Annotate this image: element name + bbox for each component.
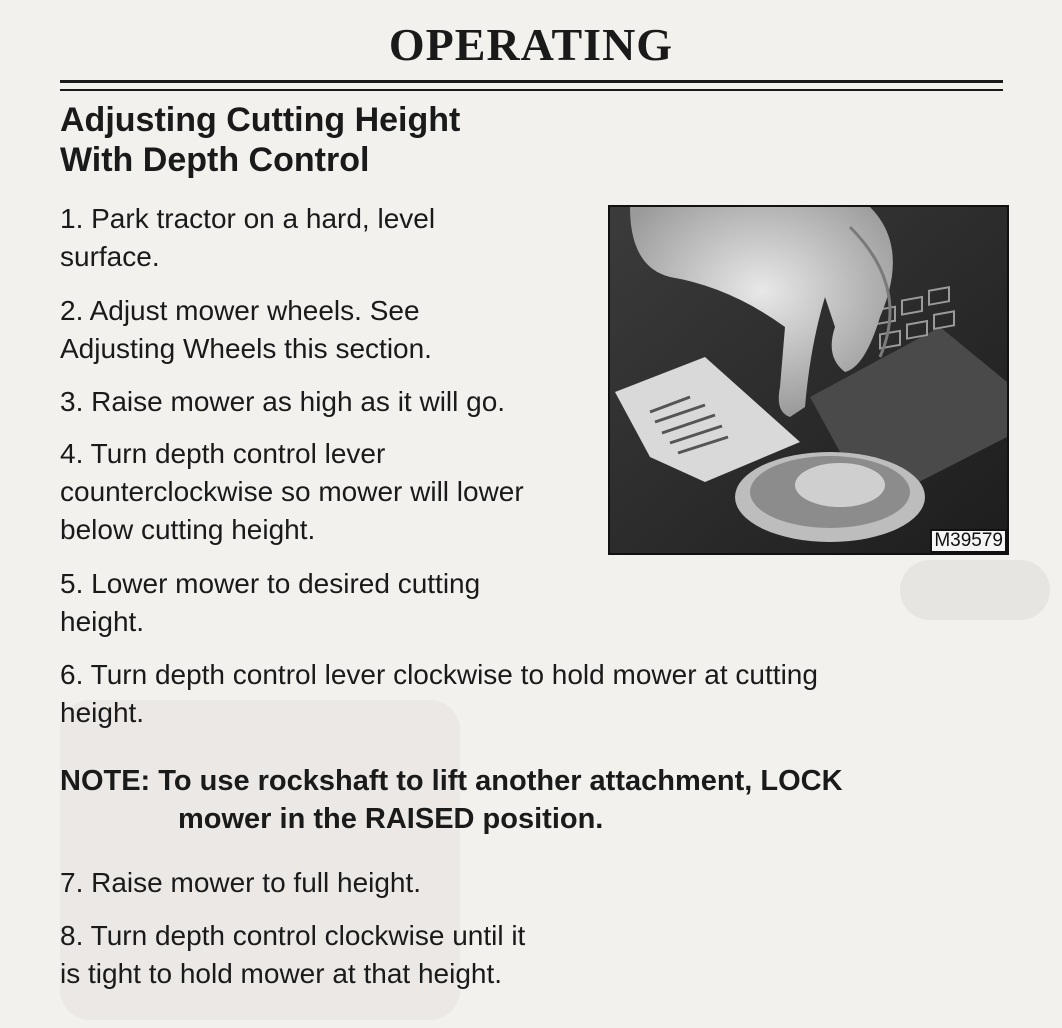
step-8-line2: is tight to hold mower at that height.	[60, 958, 503, 989]
note-line2: mower in the RAISED position.	[178, 803, 604, 835]
step-6-line1: 6. Turn depth control lever clockwise to hold mower at cutting	[60, 659, 818, 690]
step-3-line1: 3. Raise mower as high as it will go.	[60, 386, 506, 417]
section-heading	[60, 100, 580, 180]
step-4-line1: 4. Turn depth control lever	[60, 438, 386, 469]
step-1-line2: surface.	[60, 241, 160, 272]
step-5	[60, 565, 480, 641]
step-5-line2: height.	[60, 606, 145, 637]
title-rule-bottom	[60, 89, 1003, 91]
step-4-line2: counterclockwise so mower will lower	[60, 476, 524, 507]
step-2-line1: 2. Adjust mower wheels. See	[60, 295, 420, 326]
step-4-line3: below cutting height.	[60, 514, 316, 545]
step-2-line2: Adjusting Wheels this section.	[60, 333, 432, 364]
step-6-line2: height.	[60, 697, 145, 728]
step-8	[60, 917, 525, 993]
step-7	[60, 864, 421, 902]
note-line1: NOTE: To use rockshaft to lift another attachment, LOCK	[60, 765, 843, 797]
step-3	[60, 383, 505, 421]
title-rule-top	[60, 80, 1003, 83]
depth-control-photo	[608, 205, 1009, 555]
section-heading-line2: With Depth Control	[60, 141, 370, 179]
step-7-line1: 7. Raise mower to full height.	[60, 867, 422, 898]
figure-id-label: M39579	[930, 529, 1007, 553]
note-block	[60, 762, 1000, 838]
step-6	[60, 656, 818, 732]
depth-control-illustration	[610, 207, 1007, 553]
step-1	[60, 200, 435, 276]
bleed-through-shade	[900, 560, 1050, 620]
step-4	[60, 435, 524, 549]
step-1-line1: 1. Park tractor on a hard, level	[60, 203, 436, 234]
section-heading-line1: Adjusting Cutting Height	[60, 101, 461, 139]
step-5-line1: 5. Lower mower to desired cutting	[60, 568, 481, 599]
page-title: OPERATING	[388, 19, 674, 70]
step-8-line1: 8. Turn depth control clockwise until it	[60, 920, 526, 951]
step-2	[60, 292, 432, 368]
